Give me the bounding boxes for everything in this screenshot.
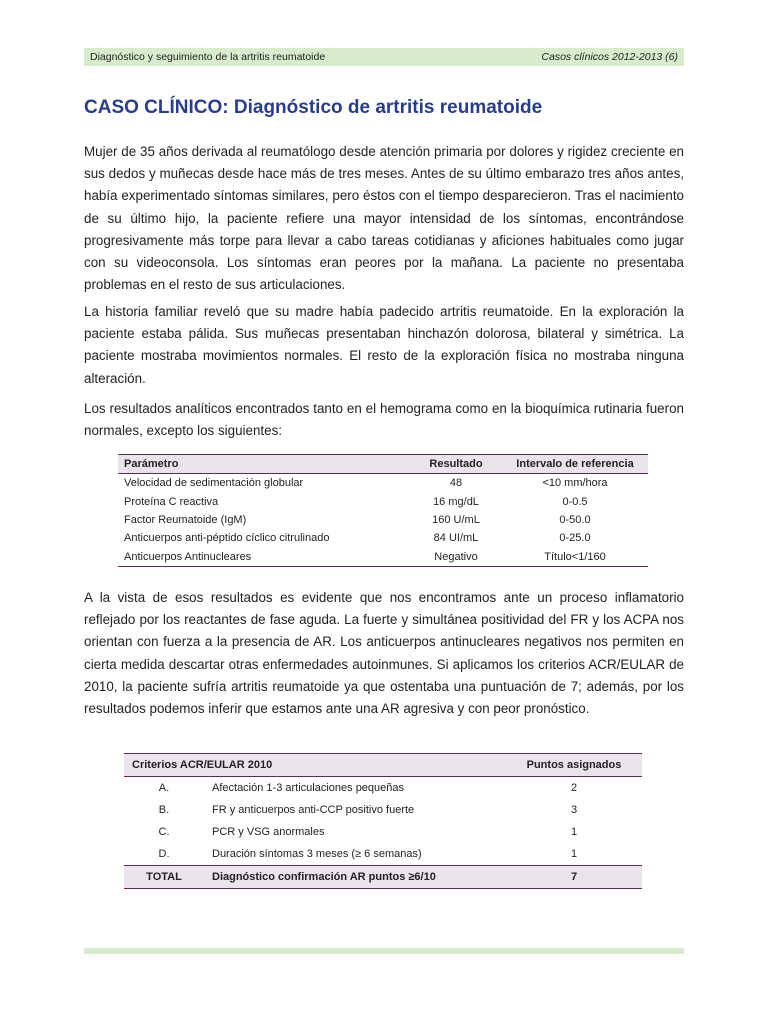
paragraph-1: Mujer de 35 años derivada al reumatólogo desde atención primaria por dolores y rigidez creciente en sus dedos y muñecas desde hace más de tres meses. Antes de su último embarazo tres años antes, había experimentado síntomas similares, pero éstos con el tiempo desparecieron. Tras el nacimiento de su último hijo, la paciente refiere una mayor intensidad de los síntomas, encontrándose progresivamente más torpe para llevar a cabo tareas cotidianas y aficiones habituales como jugar con su videoconsola. Los síntomas eran peores por la mañana. La paciente no presentaba problemas en el resto de sus articulaciones. [84,144,684,293]
header-right: Casos clínicos 2012-2013 (6) [541,51,678,63]
cell: 84 UI/mL [433,532,479,545]
col-header: Criterios ACR/EULAR 2010 [132,759,273,771]
cell: <10 mm/hora [542,477,608,490]
col-header: Intervalo de referencia [516,458,634,470]
cell: D. [158,848,170,860]
cell: Anticuerpos Antinucleares [124,550,252,563]
table-row [124,777,642,800]
cell: TOTAL [146,871,182,883]
paragraph-3: Los resultados analíticos encontrados tanto en el hemograma como en la bioquímica rutinaria fueron normales, excepto los siguientes: [84,401,684,439]
cell: A. [158,782,170,794]
cell: FR y anticuerpos anti-CCP positivo fuerte [212,804,415,816]
criteria-table [124,753,642,889]
cell: 0-25.0 [559,532,591,545]
cell: 16 mg/dL [433,495,479,508]
lab-results-table [118,454,648,567]
table-row [118,474,648,493]
total-row [124,866,642,889]
cell: 7 [570,871,578,883]
cell: 2 [570,782,578,794]
table-row [118,492,648,510]
table-row [124,821,642,843]
table-row [118,511,648,529]
table-row [118,529,648,547]
cell: PCR y VSG anormales [212,826,325,838]
cell: Proteína C reactiva [124,495,219,508]
cell: C. [158,826,170,838]
table-header-row [124,754,642,777]
col-header: Puntos asignados [526,759,622,771]
footer-band [84,948,684,954]
col-header: Parámetro [124,458,179,470]
cell: 0-0.5 [562,495,588,508]
cell: 48 [449,477,463,490]
cell: Negativo [434,550,478,563]
cell: 1 [570,848,578,860]
cell: 0-50.0 [559,513,591,526]
table-header-row [118,455,648,474]
cell: Duración síntomas 3 meses (≥ 6 semanas) [212,848,422,860]
cell: 1 [570,826,578,838]
paragraph-2: La historia familiar reveló que su madre había padecido artritis reumatoide. En la exploración la paciente estaba pálida. Sus muñecas presentaban hinchazón dolorosa, bilateral y simétrica. La paciente mostraba movimientos normales. El resto de la exploración física no mostraba ninguna alteración. [84,304,684,386]
cell: Afectación 1-3 articulaciones pequeñas [212,782,405,794]
cell: 3 [570,804,578,816]
table-row [124,799,642,821]
cell: Factor Reumatoide (IgM) [124,513,247,526]
header-left: Diagnóstico y seguimiento de la artritis reumatoide [90,51,326,63]
cell: Anticuerpos anti-péptido cíclico citrulinado [124,532,330,545]
running-header [84,48,684,66]
paragraph-4: A la vista de esos resultados es evidente que nos encontramos ante un proceso inflamatorio reflejado por los reactantes de fase aguda. La fuerte y simultánea positividad del FR y los ACPA nos orientan con fuerza a la presencia de AR. Los anticuerpos antinucleares negativos nos permiten en cierta medida descartar otras enfermedades autoinmunes. Si aplicamos los criterios ACR/EULAR de 2010, la paciente sufría artritis reumatoide ya que ostentaba una puntuación de 7; además, por los resultados podemos inferir que estamos ante una AR agresiva y con peor pronóstico. [84,590,684,717]
cell: B. [158,804,170,816]
cell: Velocidad de sedimentación globular [124,477,304,490]
page-title: CASO CLÍNICO: Diagnóstico de artritis reumatoide [84,97,543,118]
col-header: Resultado [429,458,483,470]
table-row [118,548,648,567]
cell: 160 U/mL [432,513,480,526]
table-row [124,843,642,866]
cell: Título<1/160 [544,550,606,563]
cell: Diagnóstico confirmación AR puntos ≥6/10 [212,871,436,883]
